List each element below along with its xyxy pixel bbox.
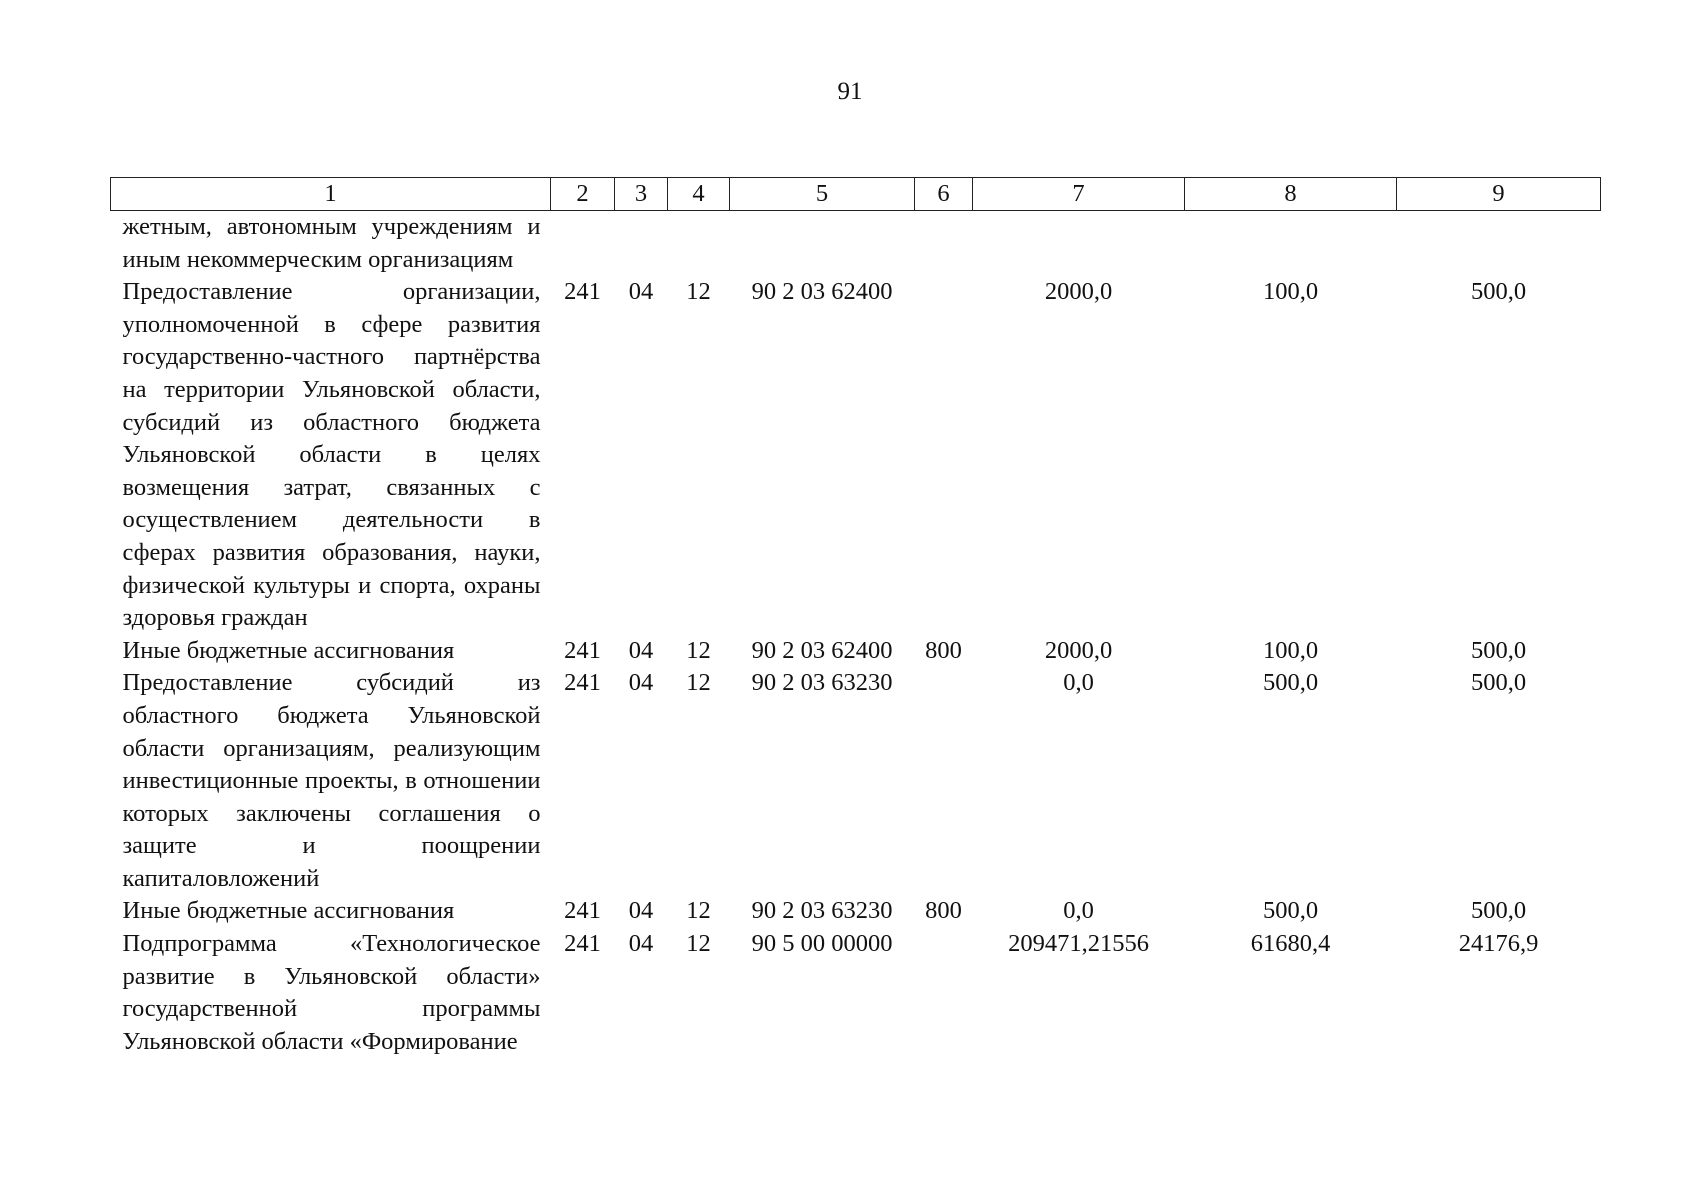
row-expense-type: 800: [925, 636, 962, 664]
row-subsection: [668, 211, 730, 277]
row-subsection: 12: [686, 636, 711, 664]
table-row: [111, 635, 1601, 668]
row-amount-3: 500,0: [1470, 278, 1527, 306]
column-header-6: 6: [915, 178, 973, 211]
row-name: Иные бюджетные ассигнования: [122, 897, 455, 925]
row-expense-type: [915, 276, 973, 635]
row-target-article: 90 2 03 62400: [751, 278, 893, 306]
row-section: 04: [628, 636, 654, 664]
row-subsection: 12: [686, 930, 711, 958]
row-amount-2: [1185, 211, 1397, 277]
row-section: 04: [628, 930, 654, 958]
row-section: 04: [628, 669, 654, 697]
row-subsection: 12: [686, 669, 711, 697]
row-expense-type: [915, 211, 973, 277]
table-row: [111, 928, 1601, 1058]
row-target-article: 90 5 00 00000: [751, 930, 893, 958]
row-name: Предоставление субсидий из областного бюджета Ульяновской области организациям, реализующим инвестиционные проекты, в отношении которых заключены соглашения о защите и поощрении капиталовложений: [122, 669, 541, 892]
row-subsection: 12: [686, 278, 711, 306]
row-name: Подпрограмма «Технологическое развитие в Ульяновской области» государственной программы Ульяновской области «Формирование: [122, 930, 541, 1055]
row-admin-code: 241: [564, 278, 601, 306]
header-row: [111, 178, 1601, 211]
row-name: Предоставление организации, уполномоченной в сфере развития государственно-частного партнёрства на территории Ульяновской области, субсидий из областного бюджета Ульяновской области в целях возмещения затрат, связанных с осуществлением деятельности в сферах развития образования, науки, физической культуры и спорта, охраны здоровья граждан: [122, 278, 541, 632]
row-amount-2: 100,0: [1262, 278, 1319, 306]
column-header-1: 1: [111, 178, 551, 211]
row-amount-1: 0,0: [1063, 669, 1094, 697]
row-admin-code: 241: [564, 669, 601, 697]
row-section: 04: [628, 897, 654, 925]
row-target-article: 90 2 03 63230: [751, 897, 893, 925]
table-row: [111, 667, 1601, 895]
row-expense-type: 800: [925, 897, 962, 925]
column-header-8: 8: [1185, 178, 1397, 211]
budget-table: [110, 177, 1601, 1058]
row-section: 04: [628, 278, 654, 306]
row-amount-1: 2000,0: [1044, 278, 1113, 306]
row-target-article: [730, 211, 915, 277]
row-amount-3: 24176,9: [1458, 930, 1539, 958]
column-header-4: 4: [668, 178, 730, 211]
row-amount-3: 500,0: [1470, 636, 1527, 664]
row-admin-code: 241: [564, 930, 601, 958]
row-amount-3: 500,0: [1470, 897, 1527, 925]
row-amount-2: 61680,4: [1250, 930, 1331, 958]
row-amount-2: 100,0: [1262, 636, 1319, 664]
row-admin-code: 241: [564, 636, 601, 664]
column-header-7: 7: [973, 178, 1185, 211]
row-name: жетным, автономным учреждениям и иным некоммерческим организациям: [122, 213, 541, 273]
row-amount-3: [1397, 211, 1601, 277]
row-expense-type: [915, 667, 973, 895]
table-row: [111, 895, 1601, 928]
column-header-9: 9: [1397, 178, 1601, 211]
table-row: [111, 211, 1601, 277]
row-admin-code: 241: [564, 897, 601, 925]
row-amount-2: 500,0: [1262, 669, 1319, 697]
row-amount-1: 2000,0: [1044, 636, 1113, 664]
page-number: 91: [837, 78, 863, 105]
column-header-3: 3: [615, 178, 668, 211]
row-admin-code: [551, 211, 615, 277]
column-header-2: 2: [551, 178, 615, 211]
row-subsection: 12: [686, 897, 711, 925]
row-target-article: 90 2 03 62400: [751, 636, 893, 664]
row-amount-3: 500,0: [1470, 669, 1527, 697]
row-expense-type: [915, 928, 973, 1058]
row-amount-1: 209471,21556: [1008, 930, 1149, 958]
row-amount-2: 500,0: [1262, 897, 1319, 925]
table-row: [111, 276, 1601, 635]
row-target-article: 90 2 03 63230: [751, 669, 893, 697]
row-amount-1: 0,0: [1063, 897, 1094, 925]
row-name: Иные бюджетные ассигнования: [122, 636, 455, 664]
column-header-5: 5: [730, 178, 915, 211]
row-amount-1: [973, 211, 1185, 277]
row-section: [615, 211, 668, 277]
